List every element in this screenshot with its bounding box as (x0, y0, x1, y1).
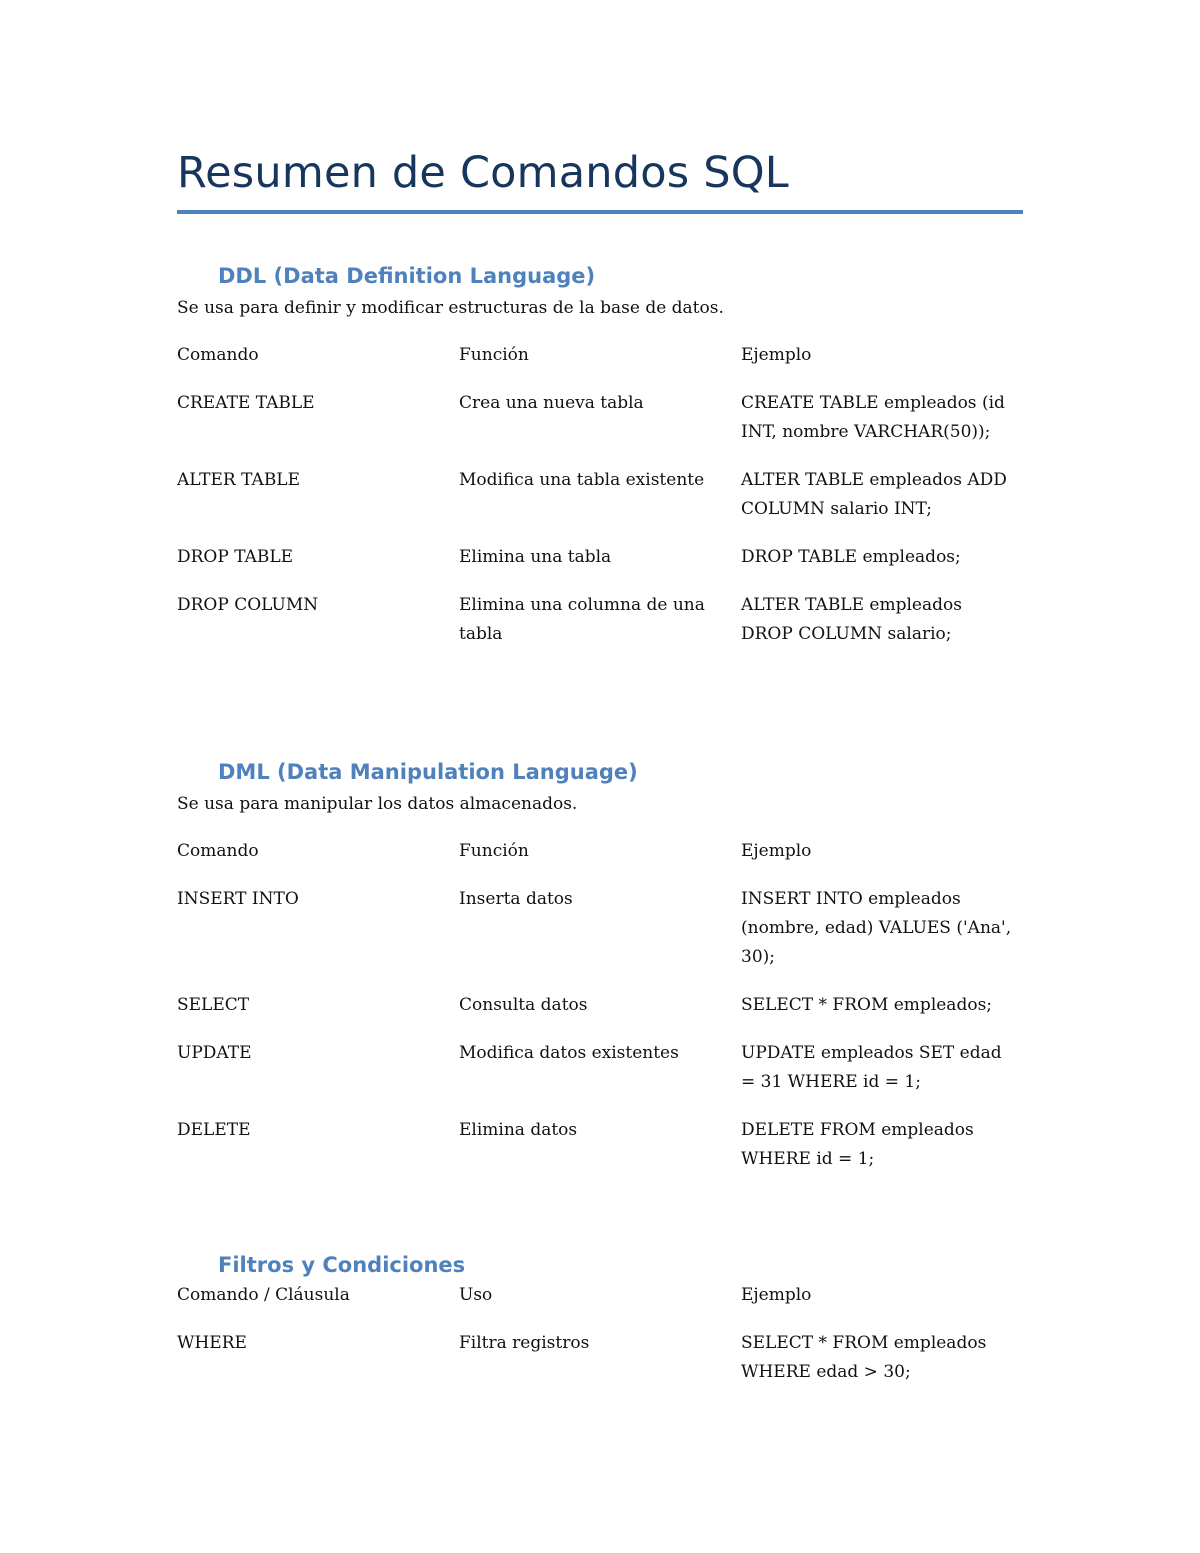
command-cell: DELETE (177, 1120, 251, 1140)
example-cell: ALTER TABLE empleados ADD COLUMN salario INT; (741, 470, 1007, 519)
section-description: Se usa para definir y modificar estructuras de la base de datos. (177, 298, 724, 318)
function-cell: Elimina una columna de una tabla (459, 595, 705, 644)
column-header-comando: Comando (177, 841, 259, 861)
table-row (177, 885, 1023, 991)
function-cell: Elimina datos (459, 1120, 578, 1140)
example-cell: SELECT * FROM empleados WHERE edad > 30; (741, 1333, 987, 1382)
example-cell: DELETE FROM empleados WHERE id = 1; (741, 1120, 974, 1169)
dml-command-table (177, 837, 1023, 1193)
function-cell: Crea una nueva tabla (459, 393, 644, 413)
example-cell: SELECT * FROM empleados; (741, 995, 993, 1015)
command-cell: DROP COLUMN (177, 595, 319, 615)
example-cell: UPDATE empleados SET edad = 31 WHERE id = 1; (741, 1043, 1002, 1092)
section-heading: DDL (Data Definition Language) (218, 264, 596, 288)
table-row (177, 1116, 1023, 1193)
section-heading: Filtros y Condiciones (218, 1253, 466, 1277)
command-cell: WHERE (177, 1333, 247, 1353)
function-cell: Consulta datos (459, 995, 588, 1015)
function-cell: Filtra registros (459, 1333, 590, 1353)
table-row (177, 991, 1023, 1039)
command-cell: CREATE TABLE (177, 393, 315, 413)
title-underline (177, 210, 1023, 214)
command-cell: DROP TABLE (177, 547, 294, 567)
table-row (177, 1039, 1023, 1116)
column-header-ejemplo: Ejemplo (741, 345, 812, 365)
example-cell: INSERT INTO empleados (nombre, edad) VALUES ('Ana', 30); (741, 889, 1012, 967)
command-cell: UPDATE (177, 1043, 252, 1063)
table-row (177, 543, 1023, 591)
table-row (177, 1329, 1023, 1406)
section-ddl (177, 260, 1023, 668)
table-header-row (177, 341, 1023, 389)
column-header-comando-clausula: Comando / Cláusula (177, 1285, 350, 1305)
column-header-funcion: Función (459, 345, 529, 365)
column-header-funcion: Función (459, 841, 529, 861)
table-row (177, 591, 1023, 668)
section-description: Se usa para manipular los datos almacenados. (177, 794, 578, 814)
column-header-uso: Uso (459, 1285, 493, 1305)
table-header-row (177, 837, 1023, 885)
table-row (177, 389, 1023, 466)
ddl-command-table (177, 341, 1023, 668)
command-cell: SELECT (177, 995, 250, 1015)
section-heading: DML (Data Manipulation Language) (218, 760, 638, 784)
function-cell: Elimina una tabla (459, 547, 612, 567)
example-cell: CREATE TABLE empleados (id INT, nombre VARCHAR(50)); (741, 393, 1005, 442)
section-dml (177, 756, 1023, 1193)
function-cell: Inserta datos (459, 889, 573, 909)
example-cell: ALTER TABLE empleados DROP COLUMN salario; (741, 595, 962, 644)
function-cell: Modifica una tabla existente (459, 470, 705, 490)
filters-command-table (177, 1281, 1023, 1406)
example-cell: DROP TABLE empleados; (741, 547, 961, 567)
command-cell: ALTER TABLE (177, 470, 301, 490)
column-header-ejemplo: Ejemplo (741, 841, 812, 861)
column-header-ejemplo: Ejemplo (741, 1285, 812, 1305)
function-cell: Modifica datos existentes (459, 1043, 679, 1063)
section-filtros (177, 1249, 1023, 1406)
table-row (177, 466, 1023, 543)
command-cell: INSERT INTO (177, 889, 299, 909)
table-header-row (177, 1281, 1023, 1329)
page-title: Resumen de Comandos SQL (177, 148, 789, 198)
column-header-comando: Comando (177, 345, 259, 365)
